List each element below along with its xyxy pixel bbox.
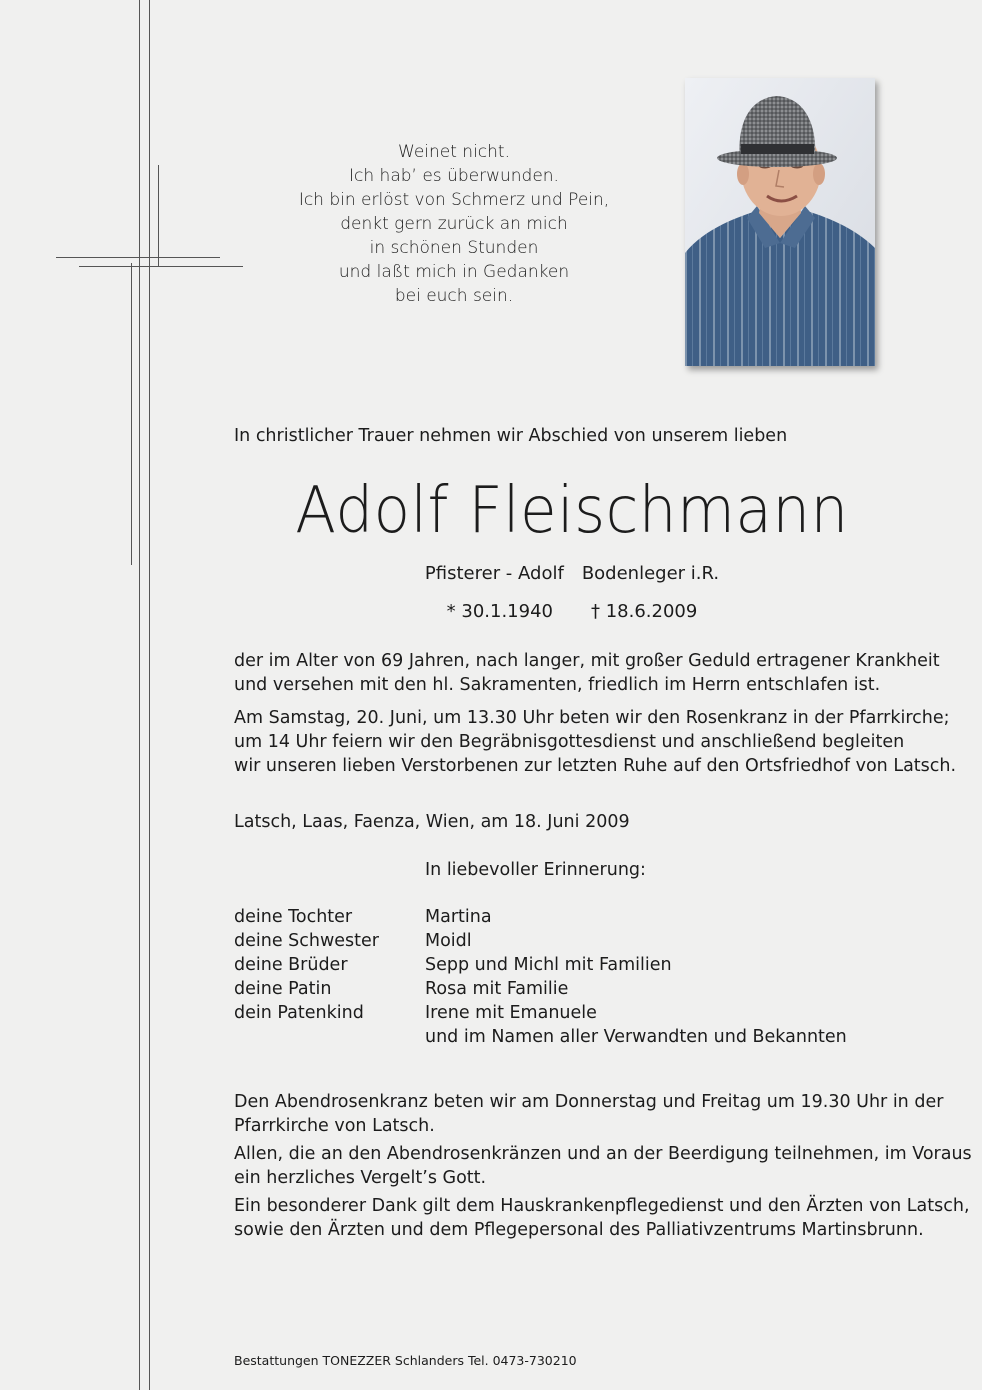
poem-line: Ich hab’ es überwunden.: [349, 166, 559, 186]
family-list: [234, 905, 914, 1049]
memory-heading: In liebevoller Erinnerung:: [425, 860, 646, 880]
list-item: [234, 1001, 914, 1025]
paragraph-funeral: [234, 706, 957, 778]
family-names: Moidl: [425, 931, 472, 951]
family-relation: deine Schwester: [234, 931, 379, 951]
paragraph-line: Allen, die an den Abendrosenkränzen und an der Beerdigung teilnehmen, im Voraus: [234, 1144, 972, 1164]
list-item: [234, 977, 914, 1001]
cross-stem-upper: [158, 165, 159, 267]
paragraph-special-thanks: [234, 1194, 970, 1242]
paragraph-line: Den Abendrosenkranz beten wir am Donnerstag und Freitag um 19.30 Uhr in der: [234, 1092, 944, 1112]
portrait-illustration: [685, 78, 875, 366]
nickname: Pfisterer - Adolf: [424, 563, 564, 584]
deceased-name: Adolf Fleischmann: [295, 474, 849, 548]
poem-line: Weinet nicht.: [398, 142, 510, 162]
paragraph-line: Pfarrkirche von Latsch.: [234, 1116, 435, 1136]
paragraph-thanks: [234, 1142, 972, 1190]
paragraph-line: um 14 Uhr feiern wir den Begräbnisgottesdienst und anschließend begleiten: [234, 732, 905, 752]
family-names: Rosa mit Familie: [425, 979, 569, 999]
birth-date: * 30.1.1940: [446, 601, 553, 622]
list-item: [234, 953, 914, 977]
occupation: Bodenleger i.R.: [581, 563, 720, 584]
cross-stem-lower: [131, 263, 132, 565]
paragraph-line: wir unseren lieben Verstorbenen zur letzten Ruhe auf den Ortsfriedhof von Latsch.: [234, 756, 957, 776]
place-date: Latsch, Laas, Faenza, Wien, am 18. Juni 2009: [234, 812, 630, 832]
poem-line: und laßt mich in Gedanken: [338, 262, 570, 282]
cross-bar-lower: [79, 266, 243, 267]
cross-bar-upper: [56, 257, 220, 258]
list-item: [234, 1025, 914, 1049]
portrait-photo: [685, 78, 875, 366]
poem-line: bei euch sein.: [394, 286, 514, 306]
subtitle: [234, 562, 910, 586]
paragraph-line: Ein besonderer Dank gilt dem Hauskrankenpflegedienst und den Ärzten von Latsch,: [234, 1196, 970, 1216]
list-item: [234, 905, 914, 929]
footer-funeral-home: Bestattungen TONEZZER Schlanders Tel. 0473-730210: [234, 1353, 577, 1368]
family-relation: deine Patin: [234, 979, 332, 999]
family-names: Martina: [425, 907, 492, 927]
paragraph-line: sowie den Ärzten und dem Pflegepersonal des Palliativzentrums Martinsbrunn.: [234, 1220, 924, 1240]
paragraph-rosary: [234, 1090, 944, 1138]
paragraph-line: ein herzliches Vergelt’s Gott.: [234, 1168, 487, 1188]
border-line-right: [149, 0, 150, 1390]
list-item: [234, 929, 914, 953]
poem-line: in schönen Stunden: [369, 238, 539, 258]
family-names: und im Namen aller Verwandten und Bekannten: [425, 1027, 847, 1047]
family-names: Irene mit Emanuele: [425, 1003, 597, 1023]
intro-text: In christlicher Trauer nehmen wir Abschied von unserem lieben: [234, 426, 788, 446]
family-relation: deine Tochter: [234, 907, 353, 927]
death-date: † 18.6.2009: [591, 601, 698, 622]
family-names: Sepp und Michl mit Familien: [425, 955, 672, 975]
poem-line: denkt gern zurück an mich: [340, 214, 568, 234]
paragraph-line: der im Alter von 69 Jahren, nach langer, mit großer Geduld ertragener Krankheit: [234, 651, 940, 671]
poem-line: Ich bin erlöst von Schmerz und Pein,: [298, 190, 610, 210]
life-dates: [234, 600, 910, 624]
border-line-left: [139, 0, 140, 1390]
paragraph-line: Am Samstag, 20. Juni, um 13.30 Uhr beten wir den Rosenkranz in der Pfarrkirche;: [234, 708, 950, 728]
family-relation: dein Patenkind: [234, 1003, 364, 1023]
paragraph-line: und versehen mit den hl. Sakramenten, friedlich im Herrn entschlafen ist.: [234, 675, 881, 695]
poem: [250, 140, 658, 308]
paragraph-passing: [234, 649, 940, 697]
family-relation: deine Brüder: [234, 955, 348, 975]
